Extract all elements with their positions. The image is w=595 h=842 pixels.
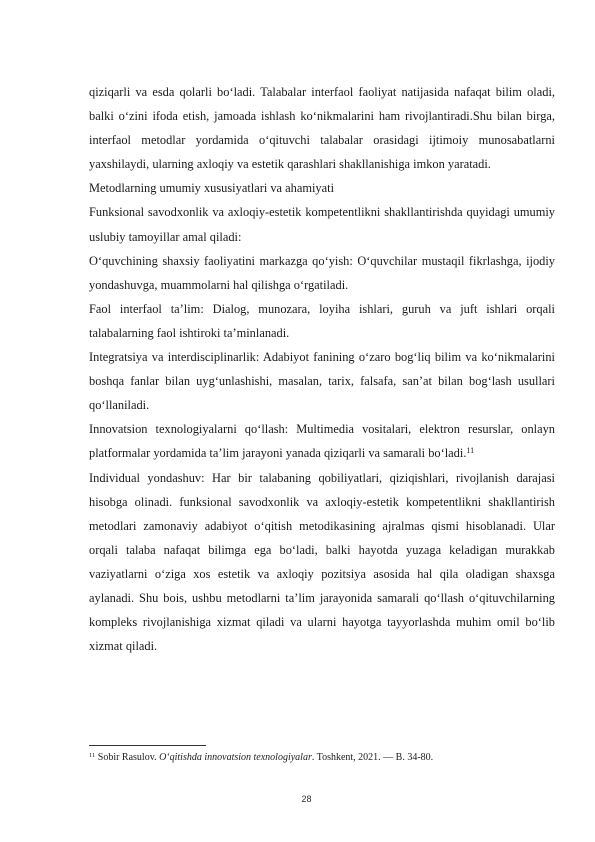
paragraph-3: Funksional savodxonlik va axloqiy-estetik kompetentlikni shakllantirishda quyidagi umumiy uslubiy tamoyillar amal qiladi: [89, 205, 555, 244]
paragraph-4: O‘quvchining shaxsiy faoliyatini markazga qo‘yish: O‘quvchilar mustaqil fikrlashga, ijodiy yondashuvga, muammolarni hal qilishga o‘rgatiladi. [89, 253, 555, 292]
paragraph-7-text: Innovatsion texnologiyalarni qo‘llash: Multimedia vositalari, elektron resurslar, onlayn platformalar yordamida ta’lim jarayoni yanada qiziqarli va samarali bo‘ladi. [89, 422, 555, 461]
footnote-separator [89, 745, 206, 746]
paragraph-7 [89, 417, 555, 465]
paragraph-5: Faol interfaol ta’lim: Dialog, munozara, loyiha ishlari, guruh va juft ishlari orqali talabalarning faol ishtiroki ta’minlanadi. [89, 301, 555, 340]
footnote-rest: . Toshkent, 2021. — B. 34-80. [311, 752, 434, 763]
paragraph-2-text: Metodlarning umumiy xususiyatlari va ahamiyati [89, 181, 335, 196]
paragraph-1: qiziqarli va esda qolarli bo‘ladi. Talabalar interfaol faoliyat natijasida nafaqat bilim oladi, balki o‘zini ifoda etish, jamoada ishlash ko‘nikmalarini ham rivojlantiradi.Shu bilan birga, interfaol metodlar yordamida o‘qituvchi talabalar orasidagi ijtimoiy munosabatlarni yaxshilaydi, ularning axloqiy va estetik qarashlari shakllanishiga imkon yaratadi. [89, 85, 555, 172]
page-body [89, 80, 555, 658]
footnote-title: O‘qitishda innovatsion texnologiyalar [159, 752, 312, 763]
footnote-ref[interactable]: 11 [466, 446, 475, 456]
page-number: 28 [301, 794, 312, 804]
paragraph-8: Individual yondashuv: Har bir talabaning qobiliyatlari, qiziqishlari, rivojlanish darajasi hisobga olinadi. funksional savodxonlik va axloqiy-estetik kompetentlikni shakllantirish metodlari zamonaviy adabiyot o‘qitish metodikasining ajralmas qismi hisoblanadi. Ular orqali talaba nafaqat bilimga ega bo‘ladi, balki hayotda yuzaga keladigan murakkab vaziyatlarni o‘ziga xos estetik va axloqiy pozitsiya asosida hal qila oladigan shaxsga aylanadi. Shu bois, ushbu metodlarni ta’lim jarayonida samarali qo‘llash o‘qituvchilarning kompleks rivojlanishiga xizmat qiladi va ularni hayotga tayyorlashda muhim omil bo‘lib xizmat qiladi. [89, 470, 555, 654]
paragraph-2 [89, 176, 555, 200]
footnote-author: Sobir Rasulov. [97, 752, 157, 763]
footnote [89, 751, 559, 764]
footnote-number: 11 [89, 752, 96, 759]
paragraph-6: Integratsiya va interdisciplinarlik: Adabiyot fanining o‘zaro bog‘liq bilim va ko‘nikmalarini boshqa fanlar bilan uyg‘unlashishi, masalan, tarix, falsafa, san’at bilan bog‘lash usullari qo‘llaniladi. [89, 350, 555, 413]
